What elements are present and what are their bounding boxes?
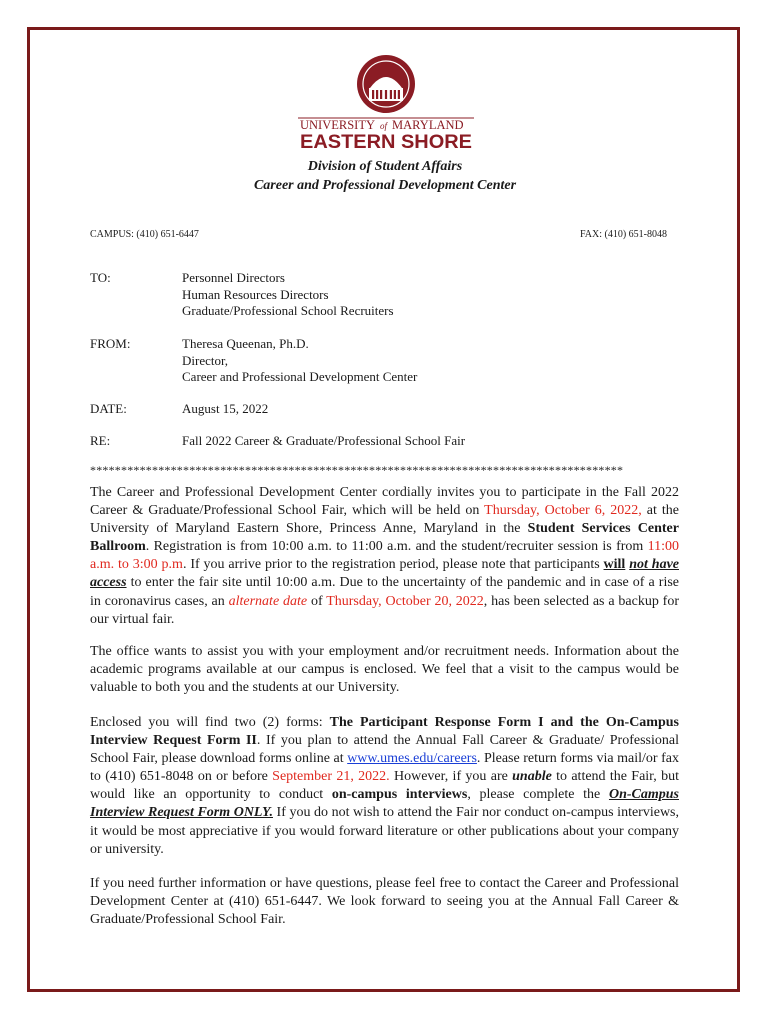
from-line: Career and Professional Development Center: [182, 369, 418, 384]
backup-date: Thursday, October 20, 2022: [326, 593, 484, 609]
paragraph-contact: If you need further information or have questions, please feel free to contact the Career and Professional Development Center at (410) 651-6447. We look forward to seeing you at the Annual Fall Career & Graduate/Professional School Fair.: [90, 876, 679, 928]
campus-phone: CAMPUS: (410) 651-6447: [90, 229, 199, 240]
umes-logo: [298, 54, 474, 152]
re-label: RE:: [90, 433, 111, 448]
session-time: 11:00 a.m. to 3:00 p.m: [90, 539, 679, 573]
logo-line2: EASTERN SHORE: [300, 132, 472, 152]
no-access-warning: not have access: [90, 557, 679, 591]
re-subject: Fall 2022 Career & Graduate/Professional School Fair: [182, 433, 466, 448]
logo-line1c: MARYLAND: [392, 118, 464, 132]
from-line: Director,: [182, 352, 229, 368]
paragraph-assistance: The office wants to assist you with your employment and/or recruitment needs. Information about the academic programs available at our campus is enclosed. We feel that a visit to the campus would be valuable to both you and the students at our University.: [90, 644, 679, 696]
from-line: Theresa Queenan, Ph.D.: [182, 336, 309, 351]
to-recipients: [182, 270, 394, 320]
date-value: August 15, 2022: [182, 401, 269, 416]
careers-link[interactable]: www.umes.edu/careers: [347, 751, 477, 767]
paragraph-invitation: The Career and Professional Development Center cordially invites you to participate in the Fall 2022 Career & Graduate/Professional School Fair, which will be held on Thursday, October 6, 2022, at the University of Maryland Eastern Shore, Princess Anne, Maryland in the Student Services Center Ballroom. Registration is from 10:00 a.m. to 11:00 a.m. and the student/recruiter session is from 11:00 a.m. to 3:00 p.m. If you arrive prior to the registration period, please note that participants will not have access to enter the fair site until 10:00 a.m. Due to the uncertainty of the pandemic and in case of a rise in coronavirus cases, an alternate date of Thursday, October 20, 2022, has been selected as a backup for our virtual fair.: [90, 485, 679, 627]
paragraph-forms: Enclosed you will find two (2) forms: The Participant Response Form I and the On-Campus Interview Request Form II. If you plan to attend the Annual Fall Career & Graduate/ Professional School Fair, please download forms online at www.umes.edu/careers. Please return forms via mail/or fax to (410) 651-8048 on or before September 21, 2022. However, if you are unable to attend the Fair, but would like an opportunity to conduct on-campus interviews, please complete the On-Campus Interview Request Form ONLY. If you do not wish to attend the Fair nor conduct on-campus interviews, it would be most appreciative if you would forward literature or other publications about your company or university.: [90, 715, 679, 857]
center-title: Career and Professional Development Center: [253, 178, 517, 193]
division-title: Division of Student Affairs: [307, 159, 463, 174]
response-deadline: September 21, 2022.: [272, 769, 390, 785]
to-line: Graduate/Professional School Recruiters: [182, 303, 394, 318]
form-only-note: On-Campus Interview Request Form ONLY.: [90, 787, 679, 821]
to-line: Human Resources Directors: [182, 286, 329, 302]
from-sender: [182, 336, 417, 386]
fair-date: Thursday, October 6, 2022,: [484, 503, 642, 519]
alternate-date-label: alternate date: [228, 593, 308, 609]
logo-line1b: of: [380, 121, 388, 131]
from-label: FROM:: [90, 336, 131, 351]
date-label: DATE:: [90, 401, 127, 416]
to-line: Personnel Directors: [182, 270, 285, 285]
fax-number: FAX: (410) 651-8048: [579, 229, 667, 240]
separator-line: **************************************************************************************: [90, 463, 624, 477]
logo-line1a: UNIVERSITY: [300, 118, 375, 132]
forms-names: The Participant Response Form I and the On-Campus Interview Request Form II: [90, 715, 679, 749]
to-label: TO:: [90, 270, 111, 285]
venue: Student Services Center Ballroom: [90, 521, 679, 555]
